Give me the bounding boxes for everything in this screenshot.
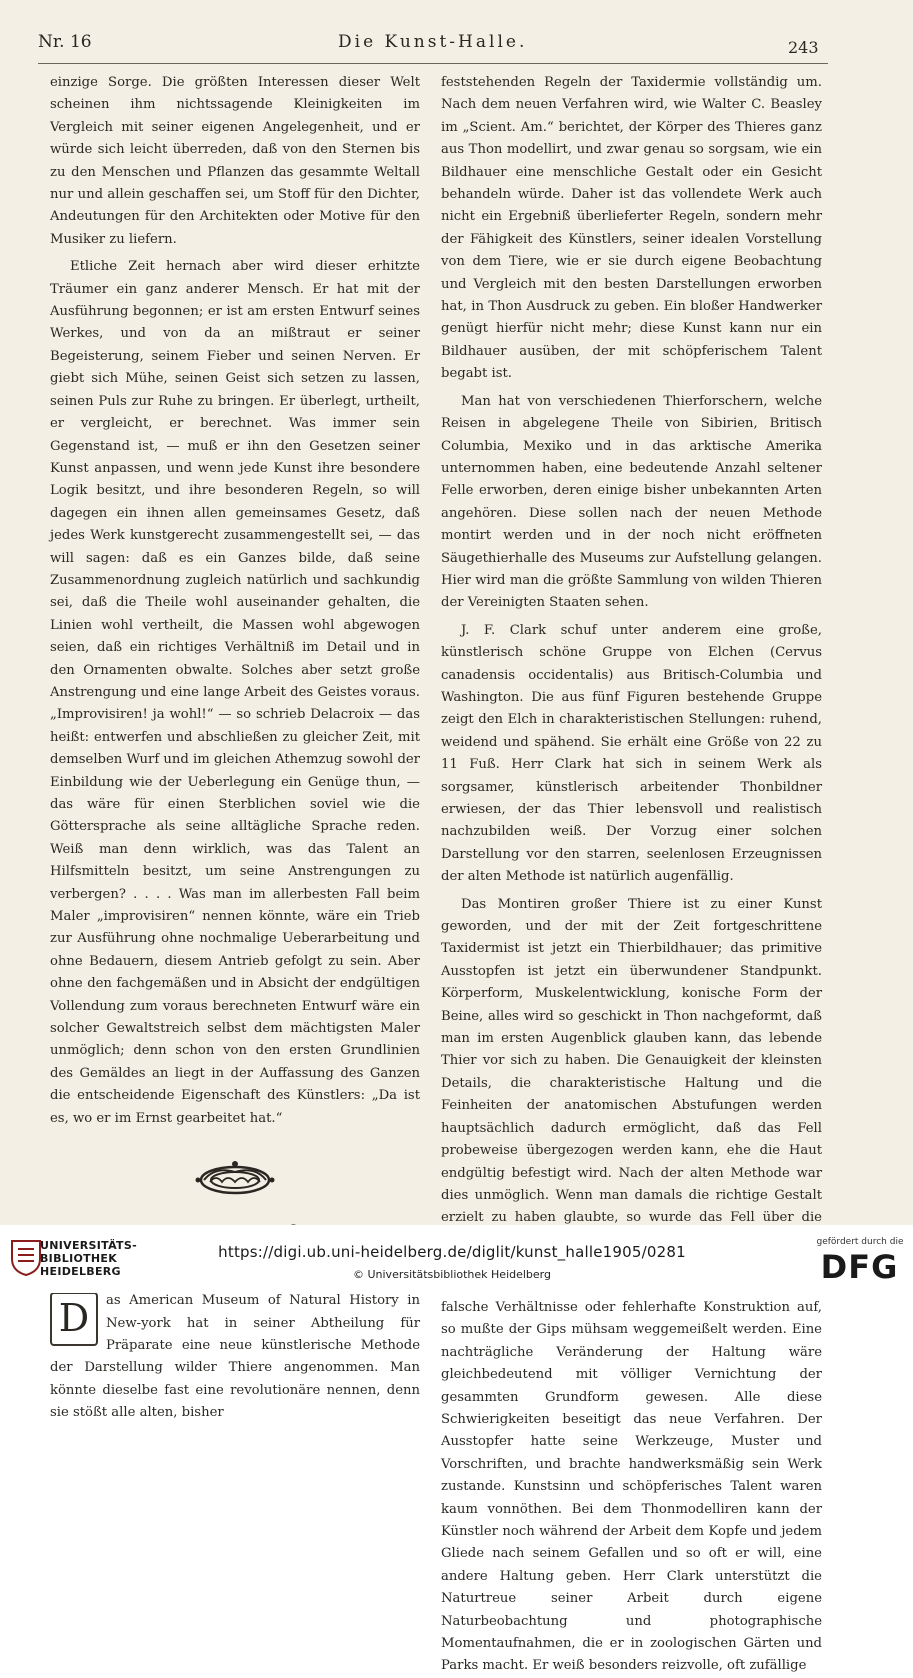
funded-by-label: gefördert durch die — [816, 1237, 904, 1247]
university-name-line: BIBLIOTHEK — [40, 1252, 118, 1265]
paragraph: feststehenden Regeln der Taxidermie vollständig um. Nach dem neuen Verfahren wird, wie Walter C. Beasley im „Scient. Am.“ berichtet, der Körper des Thieres ganz aus Thon modellirt, und zwar genau so sorgsam, wie ein Bildhauer eine menschliche Gestalt oder ein Gesicht behandeln würde. Daher ist das vollendete Werk auch nicht ein Ergebniß überlieferter Regeln, sondern mehr der Fähigkeit des Künstlers, seiner idealen Vorstellung von dem Tiere, wie er sie durch eigene Beobachtung und Vergleich mit den besten Darstellungen erworben hat, in Thon Ausdruck zu geben. Ein bloßer Handwerker genügt hierfür nicht mehr; diese Kunst kann nur ein Bildhauer ausüben, der mit schöpferischem Talent begabt ist. — [441, 75, 822, 382]
university-seal-icon — [8, 1237, 44, 1277]
paragraph: J. F. Clark schuf unter anderem eine große, künstlerisch schöne Gruppe von Elchen (Cervus canadensis occidentalis) aus Britisch-Columbia und Washington. Die aus fünf Figuren bestehende Gruppe zeigt den Elch in charakteristischen Stellungen: ruhend, weidend und spähend. Sie erhält eine Größe von 22 zu 11 Fuß. Herr Clark hat sich in seinem Werk als sorgsamer, künstlerisch arbeitender Thonbildner erwiesen, der das Thier lebensvoll und realistisch nachzubilden weiß. Der Vorzug einer solchen Darstellung vor den starren, seelenlosen Erzeugnissen der alten Methode ist natürlich augenfällig. — [441, 622, 822, 885]
section-paragraph-text: as American Museum of Natural History in New-york hat in seiner Abtheilung für Präparate eine neue künstlerische Methode der Darstellung wilder Thiere angenommen. Man könnte dieselbe fast eine revolutionäre nennen, denn sie stößt alle alten, bisher — [50, 1293, 420, 1421]
header-rule — [38, 63, 828, 64]
source-url-link[interactable]: https://digi.ub.uni-heidelberg.de/diglit/kunst_halle1905/0281 — [218, 1243, 686, 1261]
university-name-line: UNIVERSITÄTS- — [40, 1239, 137, 1252]
running-head — [38, 28, 828, 58]
dfg-logo: DFG — [820, 1248, 899, 1286]
paragraph: Das Montiren großer Thiere ist zu einer Kunst geworden, und der mit der Zeit fortgeschrittene Taxidermist ist jetzt ein Thierbildhauer; das primitive Ausstopfen ist jetzt ein überwundener Standpunkt. Körperform, Muskelentwicklung, konische Form der Beine, alles wird so geschickt in Thon nachgeformt, daß man im ersten Augenblick glauben kann, das lebende Thier vor sich zu haben. Die Genauigkeit der kleinsten Details, die charakteristische Haltung und die Feinheiten der anatomischen Abstufungen werden hauptsächlich dadurch ermöglicht, daß das Fell probeweise übergezogen werden kann, ehe die Haut endgültig befestigt wird. Nach der alten Methode war dies unmöglich. Wenn man damals die richtige Gestalt erzielt zu haben glaubte, so wurde das Fell über die falsche Verhältnisse oder fehlerhafte Konstruktion auf, so mußte der Gips mühsam weggemeißelt werden. Eine nachträgliche Veränderung der Haltung wäre gleichbedeutend mit völliger Vernichtung der gesammten Grundform gewesen. Alle diese Schwierigkeiten beseitigt das neue Verfahren. Der Ausstopfer hatte seine Werkzeuge, Muster und Vorschriften, und brachte handwerksmäßig sein Werk zustande. Kunstsinn und schöpferisches Talent waren kaum vonnöthen. Bei dem Thonmodelliren kann der Künstler noch während der Arbeit dem Kopfe und jedem Gliede nach seinem Gefallen und so oft er will, eine andere Haltung geben. Herr Clark unterstützt die Naturtreue seiner Arbeit durch eigene Naturbeobachtung und photographische Momentaufnahmen, die er in zoologischen Gärten und Parks macht. Er weiß besonders reizvolle, oft zufällige — [441, 896, 822, 1674]
paragraph: einzige Sorge. Die größten Interessen dieser Welt scheinen ihm nichtssagende Kleinigkeiten im Vergleich mit seiner eigenen Angelegenheit, und er würde sich leicht überreden, daß von den Sternen bis zu den Menschen und Pflanzen das gesammte Weltall nur und allein geschaffen sei, um Stoff für den Dichter, Andeutungen für den Architekten oder Motive für den Musiker zu liefern. — [50, 75, 420, 247]
ornament-icon — [190, 1156, 280, 1200]
left-column — [50, 72, 420, 1425]
copyright-notice: © Universitätsbibliothek Heidelberg — [352, 1268, 551, 1281]
issue-number: Nr. 16 — [38, 32, 92, 52]
journal-title: Die Kunst-Halle. — [338, 32, 528, 52]
page-number: 243 — [788, 38, 819, 57]
university-name — [40, 1239, 137, 1278]
paragraph: Etliche Zeit hernach aber wird dieser erhitzte Träumer ein ganz anderer Mensch. Er hat mit der Ausführung begonnen; er ist am ersten Entwurf seines Werkes, und von da an mißtraut er seiner Begeisterung, seinem Fieber und seinen Nerven. Er giebt sich Mühe, seinen Geist sich setzen zu lassen, seinen Puls zur Ruhe zu bringen. Er überlegt, urtheilt, er vergleicht, er berechnet. Was immer sein Gegenstand ist, — muß er ihn den Gesetzen seiner Kunst anpassen, und wenn jede Kunst ihre besondere Logik besitzt, und ihre besonderen Regeln, so will dagegen ein ihnen allen gemeinsames Gesetz, daß jedes Werk kunstgerecht zusammengestellt sei, — das will sagen: daß es ein Ganzes bilde, daß seine Zusammenordnung zugleich natürlich und sachkundig sei, daß die Theile wohl auseinander gehalten, die Linien wohl vertheilt, die Massen wohl abgewogen seien, daß ein richtiges Verhältniß im Detail und in den Ornamenten obwalte. Solches aber setzt große Anstrengung und eine lange Arbeit des Geistes voraus. „Improvisiren! ja wohl!“ — so schrieb Delacroix — das heißt: entwerfen und abschließen zu gleicher Zeit, mit demselben Wurf und im gleichen Athemzug sowohl der Einbildung wie der Ueberlegung ein Genüge thun, — das wäre für einen Sterblichen soviel wie die Göttersprache als seine alltägliche Sprache reden. Weiß man denn wirklich, was das Talent an Hilfsmitteln besitzt, um seine Anstrengungen zu verbergen? . . . . Was man im allerbesten Fall beim Maler „improvisiren“ nennen könnte, wäre ein Trieb zur Ausführung ohne nochmalige Ueberarbeitung und ohne Bedauern, diesem Antrieb gefolgt zu sein. Aber ohne den fachgemäßen und in Absicht der endgültigen Vollendung zum voraus berechneten Entwurf wäre ein solcher Gewaltstreich selbst dem mächtigsten Maler unmöglich; denn schon von den ersten Grundlinien des Gemäldes an liegt in der Auffassung des Ganzen die entscheidende Eigenschaft des Künstlers: „Da ist es, wo er im Ernst gearbeitet hat.“ — [50, 259, 420, 1126]
dropcap-initial: D — [50, 1292, 98, 1346]
right-column — [441, 72, 822, 1678]
paragraph: Man hat von verschiedenen Thierforschern, welche Reisen in abgelegene Theile von Sibirien, Britisch Columbia, Mexiko und in das arktische Amerika unternommen haben, eine bedeutende Anzahl seltener Felle erworben, deren einige bisher unbekannten Arten angehören. Diese sollen nach der neuen Methode montirt werden und in der noch nicht eröffneten Säugethierhalle des Museums zur Aufstellung gelangen. Hier wird man die größte Sammlung von wilden Thieren der Vereinigten Staaten sehen. — [441, 393, 822, 611]
university-name-line: HEIDELBERG — [40, 1265, 121, 1278]
footer-bar — [0, 1225, 913, 1293]
section-paragraph — [50, 1290, 420, 1424]
